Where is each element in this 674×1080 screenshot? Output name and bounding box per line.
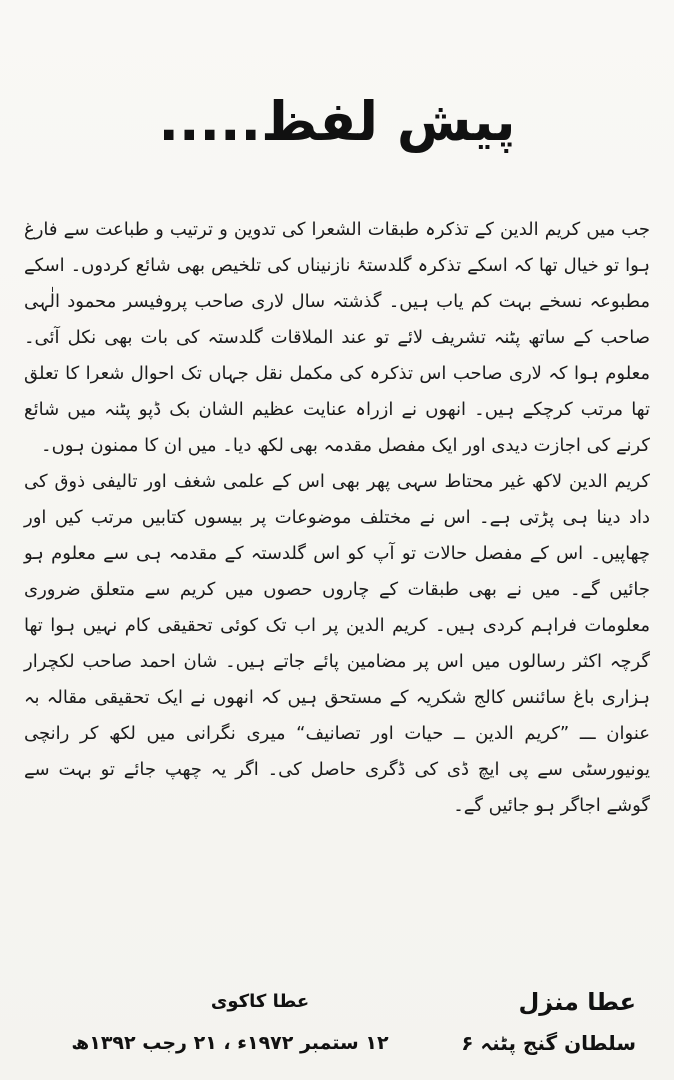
paragraph-1: جب میں کریم الدین کے تذکرہ طبقات الشعرا کی تدوین و ترتیب و طباعت سے فارغ ہوا تو خیال تھا کہ اسکے تذکرہ گلدستۂ نازنیناں کی تلخیص بھی شائع کردوں۔ اسکے مطبوعہ نسخے بہت کم یاب ہیں۔ گذشتہ سال لاری صاحب پروفیسر محمود الٰہی صاحب کے ساتھ پٹنہ تشریف لائے تو عند الملاقات گلدستہ کی بات بھی نکل آئی۔ معلوم ہوا کہ لاری صاحب اس تذکرہ کی مکمل نقل جہاں تک احوال شعرا کا تعلق تھا مرتب کرچکے ہیں۔ انھوں نے ازراہ عنایت عظیم الشان بک ڈپو پٹنہ میں شائع کرنے کی اجازت دیدی اور ایک مفصل مقدمہ بھی لکھ دیا۔ میں ان کا ممنون ہوں۔ bbox=[24, 219, 650, 456]
address: سلطان گنج پٹنہ ۶ bbox=[461, 1031, 636, 1055]
place-name: عطا منزل bbox=[518, 988, 636, 1016]
signature-address-block bbox=[461, 982, 636, 1064]
paragraph-2: کریم الدین لاکھ غیر محتاط سہی پھر بھی اس کے علمی شغف اور تالیفی ذوق کی داد دینا ہی پڑتی ہے۔ اس نے مختلف موضوعات پر بیسوں کتابیں مرتب کیں اور چھاپیں۔ اس کے مفصل حالات تو آپ کو اس گلدستہ کے مقدمہ ہی سے معلوم ہو جائیں گے۔ میں نے بھی طبقات کے چاروں حصوں میں کریم سے متعلق ضروری معلومات فراہم کردی ہیں۔ کریم الدین پر اب تک کوئی تحقیقی کام نہیں ہوا تھا گرچہ اکثر رسالوں میں اس پر مضامین پائے جاتے ہیں۔ شان احمد صاحب لکچرار ہزاری باغ سائنس کالج شکریہ کے مستحق ہیں کہ انھوں نے ایک تحقیقی مقالہ بہ عنوان ـــ ”کریم الدین ــ حیات اور تصانیف“ میری نگرانی میں لکھ کر رانچی یونیورسٹی سے پی ایچ ڈی کی ڈگری حاصل کی۔ اگر یہ چھپ جائے تو بہت سے گوشے اجاگر ہو جائیں گے۔ bbox=[24, 471, 650, 816]
signature-author-block bbox=[60, 982, 400, 1064]
author-name: عطا کاکوی bbox=[210, 991, 310, 1012]
signature-date: ۱۲ ستمبر ۱۹۷۲ء ، ۲۱ رجب ۱۳۹۲ھ bbox=[71, 1032, 389, 1054]
page-title: پیش لفظ..... bbox=[158, 90, 516, 153]
preface-body bbox=[24, 212, 650, 824]
